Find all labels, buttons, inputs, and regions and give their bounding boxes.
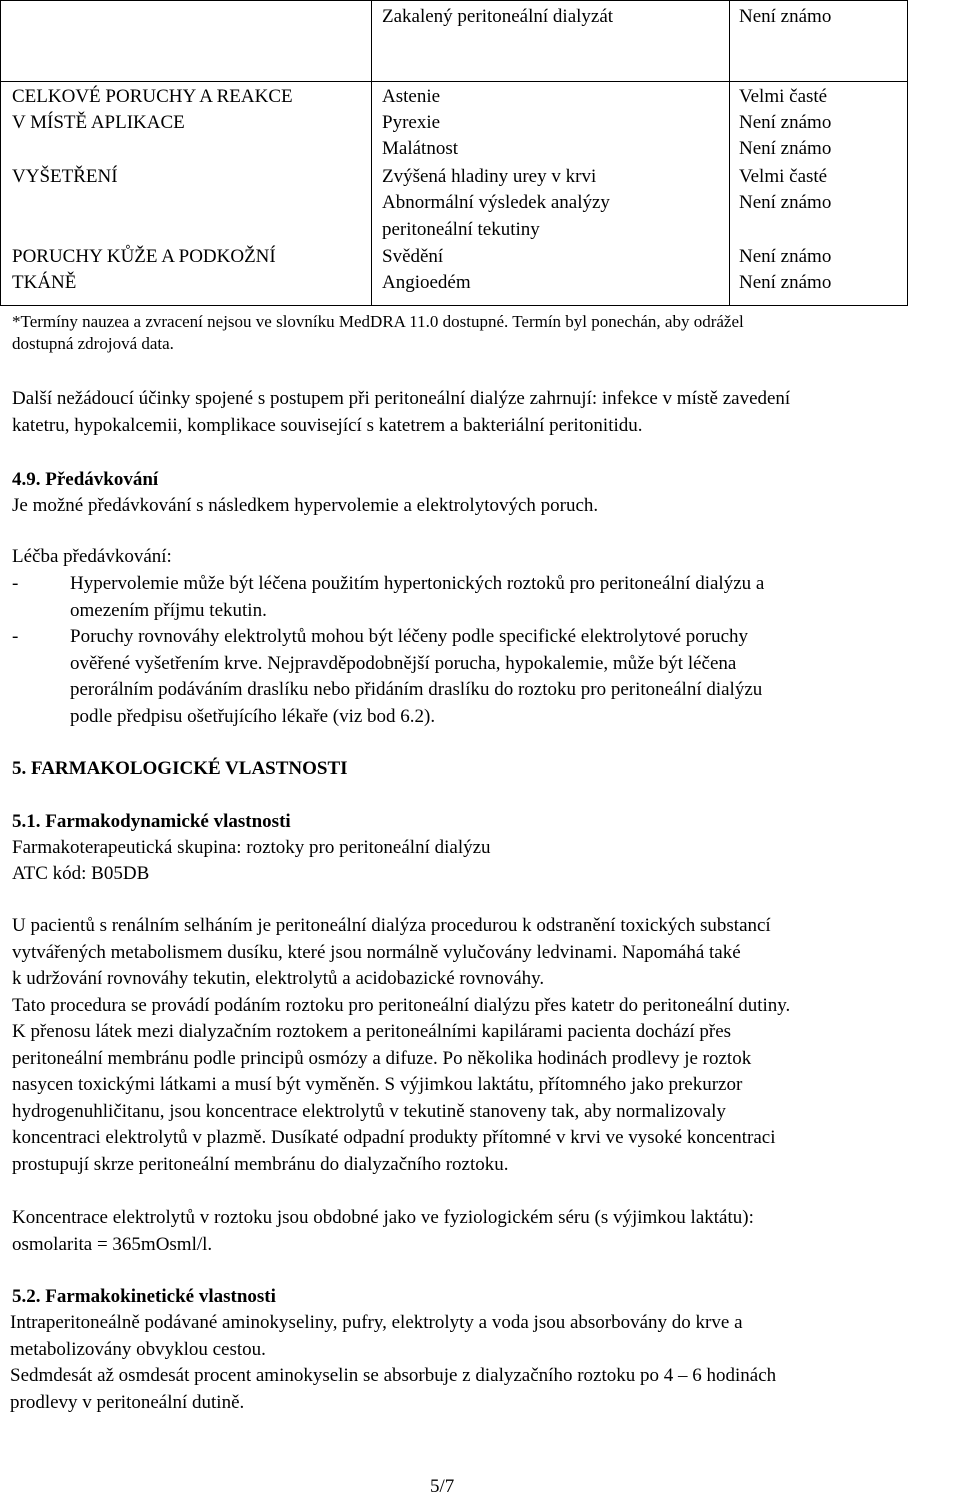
table-cell-category: VYŠETŘENÍ [12, 166, 118, 187]
footnote-line: dostupná zdrojová data. [12, 334, 174, 353]
table-cell-reaction: Svědění [382, 246, 444, 267]
text-line: omezením příjmu tekutin. [70, 599, 267, 621]
text-line: perorálním podáváním draslíku nebo přidáním draslíku do roztoku pro peritoneální dialýzu [70, 679, 763, 700]
list-bullet: - [12, 626, 19, 647]
text-line: katetru, hypokalcemii, komplikace související s katetrem a bakteriální peritonitidu. [12, 414, 643, 436]
text-line: peritoneální membránu podle principů osmózy a difuze. Po několika hodinách prodlevy je roztok [12, 1047, 752, 1069]
page-number: 5/7 [430, 1476, 455, 1497]
adverse-reactions-table [0, 0, 908, 306]
text-line: K přenosu látek mezi dialyzačním roztokem a peritoneálními kapilárami pacienta dochází přes [12, 1021, 732, 1042]
other-effects-paragraph [12, 386, 952, 439]
text-line: Poruchy rovnováhy elektrolytů mohou být léčeny podle specifické elektrolytové poruchy [70, 626, 749, 647]
table-divider [371, 1, 372, 305]
table-cell-frequency: Není známo [739, 192, 832, 213]
text-line: vytvářených metabolismem dusíku, které jsou normálně vylučovány ledvinami. Napomáhá také [12, 941, 741, 963]
text-line: podle předpisu ošetřujícího lékaře (viz bod 6.2). [70, 705, 436, 727]
table-divider [1, 81, 907, 82]
table-cell-category: V MÍSTĚ APLIKACE [12, 112, 185, 133]
section-heading-5-2: 5.2. Farmakokinetické vlastnosti [12, 1286, 276, 1307]
text-line: ověřené vyšetřením krve. Nejpravděpodobnější porucha, hypokalemie, může být léčena [70, 652, 737, 674]
table-cell-category: CELKOVÉ PORUCHY A REAKCE [12, 86, 293, 107]
table-divider [729, 1, 730, 305]
text-line: osmolarita = 365mOsml/l. [12, 1233, 213, 1255]
list-item [70, 571, 950, 624]
footnote-line: *Termíny nauzea a zvracení nejsou ve slovníku MedDRA 11.0 dostupné. Termín byl ponechán, aby odrážel [12, 312, 744, 331]
section-heading-4-9: 4.9. Předávkování [12, 469, 159, 490]
table-cell-reaction: peritoneální tekutiny [382, 219, 540, 240]
treatment-heading: Léčba předávkování: [12, 546, 172, 567]
text-line: Intraperitoneálně podávané aminokyseliny, pufry, elektrolyty a voda jsou absorbovány do krve a [10, 1312, 743, 1333]
table-cell-reaction: Zakalený peritoneální dialyzát [382, 6, 614, 27]
table-cell-reaction: Astenie [382, 86, 441, 107]
table-cell-frequency: Velmi časté [739, 86, 828, 107]
text-line: koncentraci elektrolytů v plazmě. Dusíkaté odpadní produkty přítomné v krvi ve vysoké koncentraci [12, 1127, 776, 1148]
section-heading-5-1: 5.1. Farmakodynamické vlastnosti [12, 811, 291, 832]
section-heading-5: 5. FARMAKOLOGICKÉ VLASTNOSTI [12, 758, 348, 779]
table-cell-category: PORUCHY KŮŽE A PODKOŽNÍ [12, 246, 276, 267]
text-line: hydrogenuhličitanu, jsou koncentrace elektrolytů v tekutině stanoveny tak, aby normalizovaly [12, 1100, 726, 1122]
text-line: prostupují skrze peritoneální membránu do dialyzačního roztoku. [12, 1153, 509, 1175]
table-cell-frequency: Není známo [739, 112, 832, 133]
text-line: prodlevy v peritoneální dutině. [10, 1391, 245, 1413]
electrolyte-paragraph [12, 1205, 952, 1258]
table-cell-category: TKÁNĚ [12, 272, 77, 293]
table-cell-frequency: Není známo [739, 6, 832, 27]
table-cell-reaction: Zvýšená hladiny urey v krvi [382, 166, 597, 187]
table-cell-frequency: Není známo [739, 138, 832, 159]
atc-code: ATC kód: B05DB [12, 863, 150, 884]
pharmacokinetics-paragraph [10, 1310, 950, 1416]
text-line: nasycen toxickými látkami a musí být vyměněn. S výjimkou laktátu, přítomného jako prekurzor [12, 1074, 743, 1095]
text-line: Hypervolemie může být léčena použitím hypertonických roztoků pro peritoneální dialýzu a [70, 573, 765, 594]
list-item [70, 624, 950, 730]
text-line: Další nežádoucí účinky spojené s postupem při peritoneální dialýze zahrnují: infekce v místě zavedení [12, 388, 791, 409]
table-cell-reaction: Malátnost [382, 138, 458, 159]
overdose-text: Je možné předávkování s následkem hypervolemie a elektrolytových poruch. [12, 495, 599, 516]
list-bullet: - [12, 573, 19, 594]
table-cell-reaction: Abnormální výsledek analýzy [382, 192, 610, 213]
table-cell-frequency: Velmi časté [739, 166, 828, 187]
text-line: Tato procedura se provádí podáním roztoku pro peritoneální dialýzu přes katetr do peritoneální dutiny. [12, 994, 791, 1016]
table-cell-frequency: Není známo [739, 246, 832, 267]
text-line: U pacientů s renálním selháním je peritoneální dialýza procedurou k odstranění toxických substancí [12, 915, 771, 936]
table-cell-reaction: Angioedém [382, 272, 471, 293]
text-line: k udržování rovnováhy tekutin, elektrolytů a acidobazické rovnováhy. [12, 968, 545, 989]
pharmacotherapeutic-group: Farmakoterapeutická skupina: roztoky pro peritoneální dialýzu [12, 837, 491, 858]
text-line: Sedmdesát až osmdesát procent aminokyselin se absorbuje z dialyzačního roztoku po 4 – 6 hodinách [10, 1365, 777, 1386]
pharmacodynamics-paragraph [12, 913, 952, 1178]
text-line: metabolizovány obvyklou cestou. [10, 1338, 266, 1360]
table-cell-frequency: Není známo [739, 272, 832, 293]
text-line: Koncentrace elektrolytů v roztoku jsou obdobné jako ve fyziologickém séru (s výjimkou laktátu): [12, 1207, 754, 1228]
table-cell-reaction: Pyrexie [382, 112, 441, 133]
table-footnote [12, 311, 952, 355]
